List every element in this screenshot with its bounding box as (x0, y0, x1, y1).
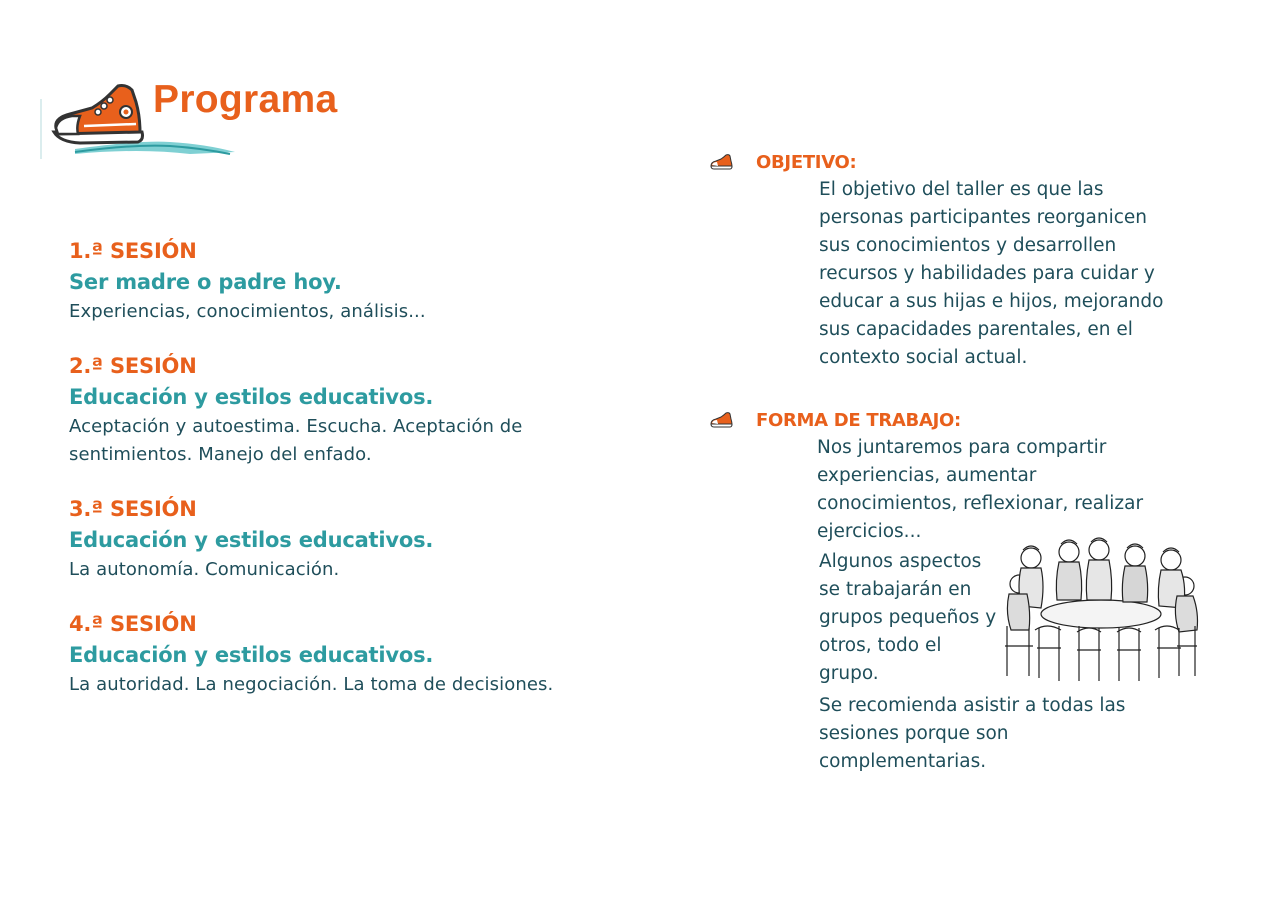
group-meeting-illustration-icon (999, 536, 1204, 686)
work-label: FORMA DE TRABAJO: (756, 409, 961, 431)
session-description: Experiencias, conocimientos, análisis... (69, 301, 426, 322)
session-title: Educación y estilos educativos. (69, 643, 434, 667)
objective-text: El objetivo del taller es que las personas participantes reorganicen sus conocimientos y desarrollen recursos y habilidades para cuidar y educar a sus hijas e hijos, mejorando sus capacidades parentales, en el contexto social actual. (819, 179, 1164, 368)
session-description: Aceptación y autoestima. Escucha. Aceptación de sentimientos. Manejo del enfado. (69, 416, 523, 465)
sneaker-bullet-icon (710, 153, 734, 171)
sneaker-bullet-icon (710, 411, 734, 429)
work-final-text: Se recomienda asistir a todas las sesiones porque son complementarias. (819, 695, 1126, 772)
header (40, 44, 340, 164)
work-small-text: Algunos aspectos se trabajarán en grupos pequeños y otros, todo el grupo. (819, 551, 997, 684)
session-1 (69, 236, 629, 326)
session-4 (69, 609, 629, 699)
session-description: La autoridad. La negociación. La toma de decisiones. (69, 674, 554, 695)
session-title: Ser madre o padre hoy. (69, 270, 342, 294)
work-heading (710, 406, 1230, 434)
objective-heading (710, 148, 1230, 176)
session-label: 3.ª SESIÓN (69, 497, 197, 521)
session-label: 4.ª SESIÓN (69, 612, 197, 636)
session-title: Educación y estilos educativos. (69, 528, 434, 552)
session-description: La autonomía. Comunicación. (69, 559, 340, 580)
work-text: Nos juntaremos para compartir experiencias, aumentar conocimientos, reflexionar, realizar ejercicios... (817, 437, 1144, 542)
page-title: Programa (153, 78, 338, 121)
session-2 (69, 351, 629, 469)
session-label: 1.ª SESIÓN (69, 239, 197, 263)
sessions-list (69, 236, 629, 724)
objective-label: OBJETIVO: (756, 151, 857, 173)
session-title: Educación y estilos educativos. (69, 385, 434, 409)
session-3 (69, 494, 629, 584)
session-label: 2.ª SESIÓN (69, 354, 197, 378)
info-column (710, 148, 1230, 776)
work-detail-row (819, 548, 1230, 688)
